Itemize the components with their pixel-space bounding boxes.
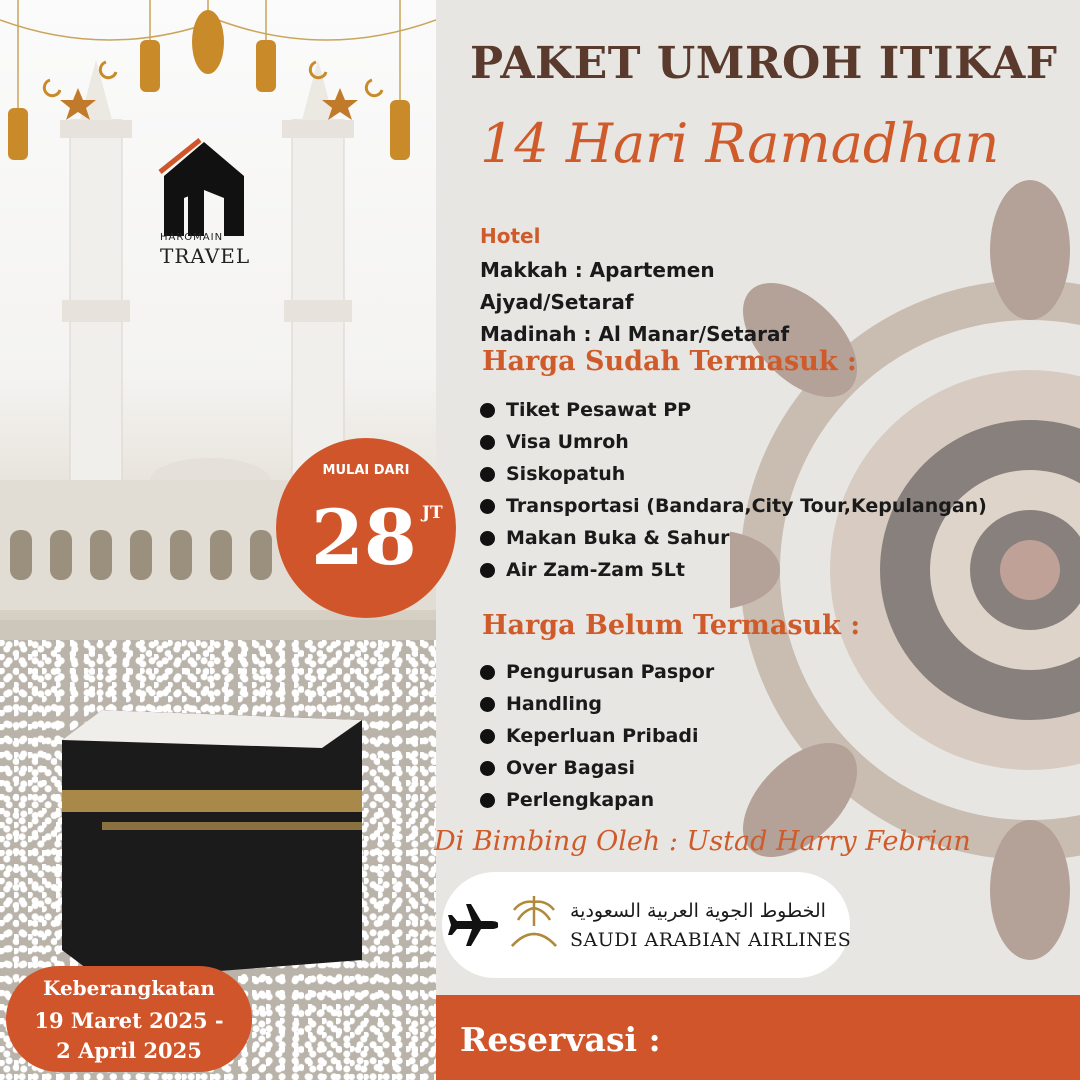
guide-text: Di Bimbing Oleh : Ustad Harry Febrian [434,826,971,857]
hotel-line: Makkah : Apartemen [480,258,715,282]
list-item: Siskopatuh [480,458,987,490]
list-item: Makan Buka & Sahur [480,522,987,554]
page-subtitle: 14 Hari Ramadhan [480,112,1000,175]
hotel-line: Ajyad/Setaraf [480,290,634,314]
list-item: Keperluan Pribadi [480,720,714,752]
logo-sub: TRAVEL [160,244,251,268]
list-item: Perlengkapan [480,784,714,816]
included-list [480,394,987,586]
list-item: Over Bagasi [480,752,714,784]
hotel-label: Hotel [480,224,541,248]
airline-name-arabic: الخطوط الجوية العربية السعودية [570,900,826,922]
price-unit: JT [422,503,443,523]
bullet-icon [480,467,495,482]
list-item: Handling [480,688,714,720]
included-heading: Harga Sudah Termasuk : [482,346,857,377]
bullet-icon [480,665,495,680]
bullet-icon [480,499,495,514]
reservation-label: Reservasi : [460,1020,661,1059]
bullet-icon [480,435,495,450]
logo-name: HAROMAIN [160,232,224,243]
price-amount: 28 [311,493,417,582]
bullet-icon [480,563,495,578]
kaaba-illustration [62,710,362,980]
departure-label: Keberangkatan [43,976,215,1000]
page-title: PAKET UMROH ITIKAF [470,38,1058,89]
hotel-line: Madinah : Al Manar/Setaraf [480,322,790,346]
list-item: Tiket Pesawat PP [480,394,987,426]
list-item: Air Zam-Zam 5Lt [480,554,987,586]
departure-date: 19 Maret 2025 - [34,1008,224,1033]
price-label: MULAI DARI [322,463,410,478]
bullet-icon [480,531,495,546]
list-item: Visa Umroh [480,426,987,458]
palm-swords-emblem-icon [504,892,564,956]
bullet-icon [480,403,495,418]
excluded-list [480,656,714,816]
departure-date: 2 April 2025 [56,1038,202,1063]
excluded-heading: Harga Belum Termasuk : [482,610,861,641]
bullet-icon [480,729,495,744]
bullet-icon [480,793,495,808]
bullet-icon [480,697,495,712]
airline-name-english: SAUDI ARABIAN AIRLINES [570,929,852,951]
list-item: Transportasi (Bandara,City Tour,Kepulangan) [480,490,987,522]
list-item: Pengurusan Paspor [480,656,714,688]
airplane-icon [448,895,498,955]
bullet-icon [480,761,495,776]
